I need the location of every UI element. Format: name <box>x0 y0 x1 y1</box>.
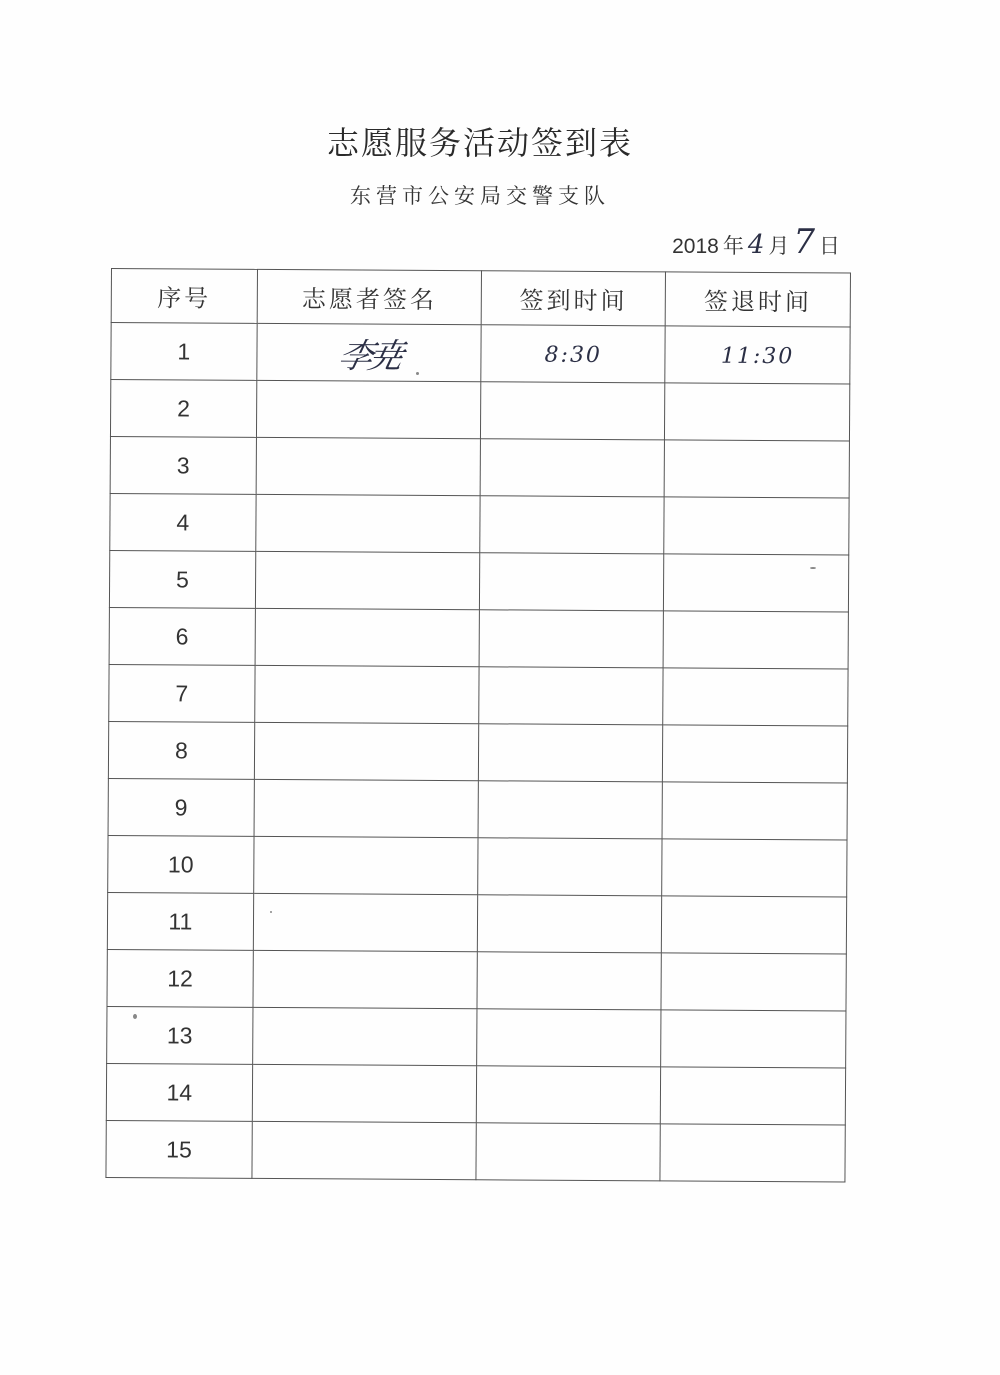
table-row <box>110 380 849 442</box>
sign-out-time-cell[interactable] <box>665 383 850 441</box>
sign-out-time-cell[interactable] <box>663 725 848 783</box>
sign-out-time-cell[interactable] <box>663 668 848 726</box>
sign-out-time: 11:30 <box>720 343 795 369</box>
sign-out-time-cell[interactable] <box>661 1010 846 1068</box>
signature-cell[interactable] <box>256 380 481 438</box>
sign-in-time-cell[interactable] <box>480 553 664 611</box>
signature-cell[interactable] <box>256 437 481 495</box>
sign-in-time-cell[interactable] <box>478 838 662 896</box>
sign-out-time-cell[interactable] <box>662 782 847 840</box>
sign-in-time-cell[interactable] <box>481 439 665 497</box>
table-row <box>108 778 847 840</box>
table-row <box>106 1063 845 1125</box>
date-month-char: 月 <box>768 235 790 258</box>
row-number: 7 <box>109 664 255 722</box>
table-row <box>107 949 846 1011</box>
sign-in-time-cell[interactable] <box>477 952 661 1010</box>
sign-in-time-cell[interactable] <box>479 610 663 668</box>
row-number: 3 <box>110 436 256 494</box>
row-number: 11 <box>107 892 253 950</box>
table-row <box>111 323 850 385</box>
row-number: 12 <box>107 949 253 1007</box>
date-day-char: 日 <box>819 235 840 258</box>
header-sign-out-time: 签退时间 <box>665 272 850 327</box>
signature-cell[interactable] <box>255 551 480 609</box>
signature-cell[interactable] <box>252 1064 477 1122</box>
row-number: 4 <box>110 493 256 551</box>
sign-in-time-cell[interactable] <box>481 325 665 383</box>
sign-in-time-cell[interactable] <box>476 1123 660 1181</box>
sign-in-time-cell[interactable] <box>479 667 663 725</box>
header-volunteer-signature: 志愿者签名 <box>257 269 482 324</box>
volunteer-signature: 李尭 <box>333 335 403 377</box>
signature-cell[interactable] <box>252 1121 477 1179</box>
page-subtitle: 东营市公安局交警支队 <box>350 184 610 208</box>
row-number: 10 <box>108 835 254 893</box>
sign-out-time-cell[interactable] <box>664 497 849 555</box>
scan-speck <box>416 372 419 375</box>
sign-in-time: 8:30 <box>544 342 603 368</box>
sign-out-time-cell[interactable] <box>664 554 849 612</box>
date-day-handwritten: 7 <box>793 222 815 262</box>
table-row <box>109 664 848 726</box>
signature-cell[interactable] <box>255 665 480 723</box>
sign-out-time-cell[interactable] <box>662 896 847 954</box>
sign-in-time-cell[interactable] <box>477 1066 661 1124</box>
signature-cell[interactable] <box>252 1007 477 1065</box>
sheet-date <box>672 222 840 262</box>
date-year-char: 年 <box>722 235 744 258</box>
sign-out-time-cell[interactable] <box>665 326 850 384</box>
table-row <box>110 436 849 498</box>
row-number: 1 <box>111 323 257 381</box>
scan-speck <box>810 567 816 569</box>
row-number: 2 <box>110 380 256 438</box>
table-header-row <box>111 269 850 328</box>
scan-speck <box>270 911 272 913</box>
sign-out-time-cell[interactable] <box>664 440 849 498</box>
header-serial-number: 序号 <box>111 269 257 324</box>
date-year: 2018 <box>672 235 719 258</box>
table-row <box>110 493 849 555</box>
row-number: 5 <box>109 550 255 608</box>
date-month-handwritten: 4 <box>747 230 765 260</box>
table-row <box>109 607 848 669</box>
sign-in-time-cell[interactable] <box>478 781 662 839</box>
sign-in-table <box>105 268 851 1183</box>
sign-in-time-cell[interactable] <box>479 724 663 782</box>
table-row <box>109 550 848 612</box>
row-number: 14 <box>106 1063 252 1121</box>
table-row <box>108 721 847 783</box>
row-number: 13 <box>107 1006 253 1064</box>
table-row <box>106 1120 845 1182</box>
row-number: 6 <box>109 607 255 665</box>
signature-cell[interactable] <box>256 494 481 552</box>
signature-cell[interactable] <box>255 608 480 666</box>
row-number: 9 <box>108 778 254 836</box>
sign-out-time-cell[interactable] <box>661 953 846 1011</box>
sign-in-time-cell[interactable] <box>480 496 664 554</box>
signature-cell[interactable] <box>253 893 478 951</box>
scan-speck <box>133 1014 137 1019</box>
signature-cell[interactable] <box>253 950 478 1008</box>
signature-cell[interactable] <box>253 836 478 894</box>
sign-out-time-cell[interactable] <box>660 1067 845 1125</box>
table-row <box>108 835 847 897</box>
sign-in-time-cell[interactable] <box>478 895 662 953</box>
row-number: 8 <box>108 721 254 779</box>
row-number: 15 <box>106 1120 252 1178</box>
table-row <box>107 892 846 954</box>
signature-cell[interactable] <box>254 722 479 780</box>
sign-out-time-cell[interactable] <box>660 1124 845 1182</box>
table-body <box>106 323 850 1182</box>
sign-out-time-cell[interactable] <box>663 611 848 669</box>
signature-cell[interactable] <box>254 779 479 837</box>
table-row <box>107 1006 846 1068</box>
signature-cell[interactable] <box>257 323 482 381</box>
page-title: 志愿服务活动签到表 <box>326 124 633 162</box>
header-sign-in-time: 签到时间 <box>482 271 666 326</box>
sign-out-time-cell[interactable] <box>662 839 847 897</box>
sign-in-time-cell[interactable] <box>481 382 665 440</box>
sign-in-time-cell[interactable] <box>477 1009 661 1067</box>
